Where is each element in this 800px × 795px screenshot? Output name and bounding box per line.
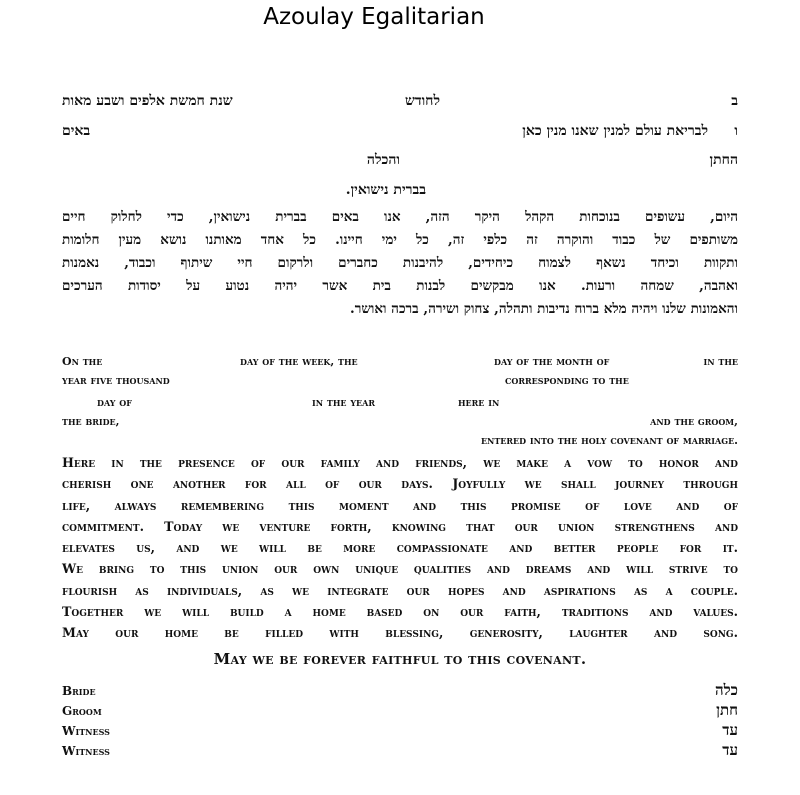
english-paragraph-line: cherish one another for all of our days. Joyfully we shall journey through xyxy=(62,476,738,492)
signature-hebrew-groom: חתן xyxy=(716,701,738,719)
hebrew-line-1-month: לחודש xyxy=(404,93,440,109)
english-paragraph-line: We bring to this union our own unique qualities and dreams and will strive to xyxy=(62,561,738,577)
signature-hebrew-witness-1: עד xyxy=(722,721,738,739)
hebrew-paragraph-line: ותקוות וכיחד נשאף לצמוח כיחידים, להיבנות כחברים ולרקום חיי שיתוף וכבוד, נאמנות xyxy=(62,255,738,271)
english-in-the: in the xyxy=(703,355,738,368)
hebrew-paragraph xyxy=(62,206,738,321)
hebrew-covenant-phrase: בברית נישואין. xyxy=(345,182,426,198)
english-day-of-week: day of the week, the xyxy=(240,355,358,368)
signature-label-witness-2: Witness xyxy=(62,744,110,758)
covenant-statement: May we be forever faithful to this covenant. xyxy=(213,650,587,668)
hebrew-line-2-count: לבריאת עולם למנין שאנו מנין כאן xyxy=(522,123,708,139)
hebrew-paragraph-line: היום, עשופים בנוכחות הקהל היקר הזה, אנו באים בברית נישואין, כדי לחלוק חיים xyxy=(62,209,738,225)
english-entered-covenant: entered into the holy covenant of marriage. xyxy=(480,434,738,447)
english-year-five-thousand: year five thousand xyxy=(62,374,170,387)
hebrew-line-1-year: שנת חמשת אלפים ושבע מאות xyxy=(62,93,233,109)
hebrew-paragraph-line: ואהבה, שמחה ורעות. אנו מבקשים לבנות בית אשר יהיה נטוע על יסודות הערכים xyxy=(62,278,738,294)
hebrew-groom: החתן xyxy=(709,152,738,168)
hebrew-paragraph-line: והאמונות שלנו ויהיה מלא ברוח נדיבות ותהלה, צחוק ושירה, ברכה ואושר. xyxy=(350,301,738,317)
english-paragraph-line: May our home be filled with blessing, generosity, laughter and song. xyxy=(62,625,738,641)
english-paragraph xyxy=(62,452,738,644)
english-the-bride: the bride, xyxy=(62,415,120,428)
english-here-in: here in xyxy=(458,396,500,409)
english-paragraph-line: Here in the presence of our family and friends, we make a vow to honor and xyxy=(62,455,738,470)
english-day-of: day of xyxy=(97,396,132,409)
english-day-of-month: day of the month of xyxy=(494,355,610,368)
english-paragraph-line: flourish as individuals, as we integrate our hopes and aspirations as a couple. xyxy=(62,582,738,598)
signature-label-witness-1: Witness xyxy=(62,724,110,738)
hebrew-line-2-prefix: ו xyxy=(734,123,738,139)
english-paragraph-line: life, always remembering this moment and this promise of love and of xyxy=(62,497,738,513)
english-paragraph-line: commitment. Today we venture forth, knowing that our union strengthens and xyxy=(62,518,738,534)
signature-hebrew-bride: כלה xyxy=(715,681,738,699)
hebrew-line-1-prefix: ב xyxy=(731,93,738,109)
page-title: Azoulay Egalitarian xyxy=(263,4,485,30)
english-in-the-year: in the year xyxy=(312,396,375,409)
english-paragraph-line: Together we will build a home based on our faith, traditions and values. xyxy=(62,604,738,620)
english-paragraph-line: elevates us, and we will be more compassionate and better people for it. xyxy=(62,540,738,556)
hebrew-line-2-place: באים xyxy=(62,123,91,139)
signature-label-groom: Groom xyxy=(62,704,102,718)
signature-label-bride: Bride xyxy=(62,684,96,698)
english-on-the: On the xyxy=(62,355,103,368)
hebrew-paragraph-line: משותפים של כבוד והוקרה זה כלפי זה, כל ימי חיינו. כל אחד מאותנו נושא מעין חלומות xyxy=(62,232,738,248)
hebrew-bride: והכלה xyxy=(366,152,400,168)
english-corresponding: corresponding to the xyxy=(505,374,629,387)
signature-hebrew-witness-2: עד xyxy=(722,741,738,759)
english-and-the-groom: and the groom, xyxy=(650,415,738,428)
